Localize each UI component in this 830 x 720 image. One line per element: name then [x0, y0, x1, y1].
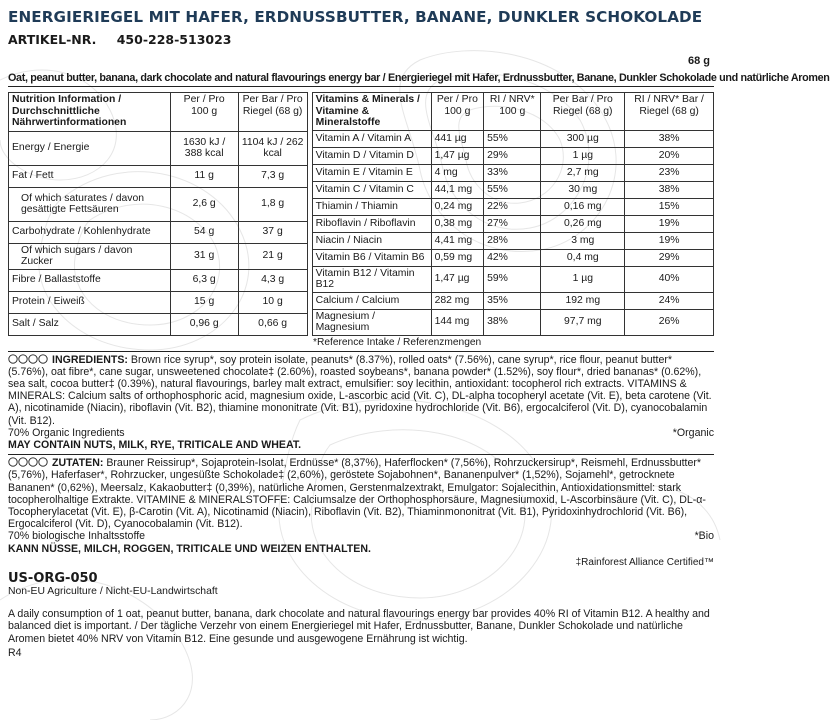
vitamin-perbar: 1 µg: [541, 147, 625, 164]
nutrition-header-row: [9, 93, 308, 132]
label-page: [8, 8, 830, 659]
nutrition-header-name: Nutrition Information / Durchschnittliche Nährwertinformationen: [9, 93, 171, 132]
nutrient-name: Of which sugars / davon Zucker: [9, 243, 171, 269]
nutrient-perbar: 10 g: [238, 291, 307, 313]
vitamin-perbar: 0,4 mg: [541, 249, 625, 266]
vitamin-name: Thiamin / Thiamin: [312, 198, 431, 215]
nutrition-table: [8, 92, 308, 336]
vitamin-ri100: 42%: [484, 249, 541, 266]
nutrient-per100: 15 g: [170, 291, 238, 313]
vitamin-ribar: 15%: [625, 198, 714, 215]
vitamin-per100: 4,41 mg: [431, 232, 484, 249]
vitamin-per100: 0,24 mg: [431, 198, 484, 215]
organic-en-note: *Organic: [672, 426, 714, 439]
nutrient-name: Carbohydrate / Kohlenhydrate: [9, 221, 171, 243]
ingredients-de-label: ZUTATEN:: [52, 457, 104, 470]
organic-en-percent: 70% Organic Ingredients: [8, 426, 125, 439]
vitamin-name: Vitamin D / Vitamin D: [312, 147, 431, 164]
nutrition-row: [9, 187, 308, 221]
vitamin-row: [312, 309, 713, 335]
vitamin-perbar: 300 µg: [541, 130, 625, 147]
nutrient-name: Protein / Eiweiß: [9, 291, 171, 313]
nutrient-per100: 0,96 g: [170, 313, 238, 335]
vitamin-perbar: 97,7 mg: [541, 309, 625, 335]
nutrient-name: Fat / Fett: [9, 165, 171, 187]
organic-de-row: [8, 530, 714, 542]
tables-row: [8, 92, 714, 336]
vitamin-ri100: 55%: [484, 181, 541, 198]
vitamin-ribar: 38%: [625, 130, 714, 147]
nutrient-name: Salt / Salz: [9, 313, 171, 335]
vitamin-name: Magnesium / Magnesium: [312, 309, 431, 335]
vitamin-per100: 282 mg: [431, 292, 484, 309]
nutrition-row: [9, 291, 308, 313]
nutrition-row: [9, 313, 308, 335]
vitamin-perbar: 192 mg: [541, 292, 625, 309]
vitamins-header-row: [312, 93, 713, 131]
organic-de-note: *Bio: [694, 530, 714, 543]
vitamin-ri100: 59%: [484, 266, 541, 292]
vitamins-header-ri100: RI / NRV* 100 g: [484, 93, 541, 131]
nutrient-per100: 6,3 g: [170, 269, 238, 291]
nutrition-header-perbar: Per Bar / Pro Riegel (68 g): [238, 93, 307, 132]
article-number: 450-228-513023: [116, 32, 232, 47]
vitamins-header-name: Vitamins & Minerals / Vitamine & Mineralstoffe: [312, 93, 431, 131]
article-label: ARTIKEL-NR.: [8, 32, 97, 47]
vitamin-row: [312, 181, 713, 198]
agriculture-origin: Non-EU Agriculture / Nicht-EU-Landwirtschaft: [8, 585, 218, 597]
vitamin-ribar: 29%: [625, 249, 714, 266]
nutrition-row: [9, 165, 308, 187]
vitamin-ribar: 20%: [625, 147, 714, 164]
vitamin-row: [312, 232, 713, 249]
vitamin-per100: 441 µg: [431, 130, 484, 147]
vitamin-ri100: 27%: [484, 215, 541, 232]
vitamin-ribar: 40%: [625, 266, 714, 292]
vitamin-perbar: 0,16 mg: [541, 198, 625, 215]
nutrient-per100: 1630 kJ / 388 kcal: [170, 131, 238, 165]
vitamin-ribar: 24%: [625, 292, 714, 309]
ingredients-de-block: [8, 454, 714, 555]
vitamin-row: [312, 292, 713, 309]
net-weight: 68 g: [687, 55, 710, 67]
ingredients-en-text: Brown rice syrup*, soy protein isolate, peanuts* (8.37%), rolled oats* (7.56%), cane syrup*, rice flour, peanut butter* (5.76%), oat fibre*, cane sugar, unsweetened chocolate‡ (2.60%), roasted soybeans*, banana powder* (1.52%), soy flour*, dried bananas* (0.62%), sea salt, cocoa butter‡ (0.39%), natural flavourings, barley malt extract, emulsifier: soy lecithin, antioxidant: tocopherol rich extracts. VITAMINS & MINERALS: Calcium salts of orthophosphoric acid, magnesium oxide, L-ascorbic acid (Vit. C), DL-alpha tocopheryl acetate (Vit. E), beta carotene (Vit. A), nicotinamide (Niacin), riboflavin (Vit. B2), thiamine mononitrate (Vit. B1), pyridoxine hydrochloride (Vit. B6), ergocalciferol (Vit. D), cyanocobalamin (Vit. B12).: [8, 353, 712, 427]
organic-en-row: [8, 427, 714, 439]
vitamin-ri100: 35%: [484, 292, 541, 309]
nutrient-perbar: 1,8 g: [238, 187, 307, 221]
nutrient-name: Fibre / Ballaststoffe: [9, 269, 171, 291]
vitamin-row: [312, 198, 713, 215]
vitamin-perbar: 1 µg: [541, 266, 625, 292]
vitamin-per100: 0,59 mg: [431, 249, 484, 266]
nutrition-row: [9, 243, 308, 269]
nutrition-row: [9, 131, 308, 165]
vitamin-per100: 144 mg: [431, 309, 484, 335]
vitamin-per100: 1,47 µg: [431, 147, 484, 164]
vitamin-ribar: 23%: [625, 164, 714, 181]
ingredients-de-text: Brauner Reissirup*, Sojaprotein-Isolat, Erdnüsse* (8,37%), Haferflocken* (7,56%), Rohrzuckersirup*, Reismehl, Erdnussbutter* (5,76%), Haferfaser*, Rohrzucker, ungesüßte Schokolade‡ (2,60%), geröstete Sojabohnen*, Bananenpulver* (1,52%), Sojamehl*, getrocknete Bananen* (0,62%), Meersalz, Kakaobutter‡ (0,39%), natürliche Aromen, Gerstenmalzextrakt, Emulgator: Sojalecithin, Antioxidationsmittel: stark tocopherolhaltige Extrakte. VITAMINE & MINERALSTOFFE: Calciumsalze der Orthophosphorsäure, Magnesiumoxid, L-Ascorbinsäure (Vit. C), DL-α-Tocopherylacetat (Vit. E), β-Carotin (Vit. A), Nicotinamid (Niacin), Riboflavin (Vit. B2), Thiaminmononitrat (Vit. B1), Pyridoxinhydrochlorid (Vit. B6), Ergocalciferol (Vit. D), Cyanocobalamin (Vit. B12).: [8, 457, 706, 531]
nutrient-perbar: 1104 kJ / 262 kcal: [238, 131, 307, 165]
vitamin-ri100: 55%: [484, 130, 541, 147]
vitamin-row: [312, 215, 713, 232]
language-codes-de-icon: [8, 457, 52, 467]
vitamin-perbar: 3 mg: [541, 232, 625, 249]
vitamin-row: [312, 130, 713, 147]
vitamin-ribar: 26%: [625, 309, 714, 335]
vitamin-ri100: 28%: [484, 232, 541, 249]
ingredients-en-block: [8, 351, 714, 452]
language-codes-en-icon: [8, 354, 52, 364]
vitamins-header-ribar: RI / NRV* Bar / Riegel (68 g): [625, 93, 714, 131]
nutrient-per100: 31 g: [170, 243, 238, 269]
vitamin-per100: 1,47 µg: [431, 266, 484, 292]
nutrient-perbar: 0,66 g: [238, 313, 307, 335]
vitamin-name: Vitamin C / Vitamin C: [312, 181, 431, 198]
daily-consumption-statement: A daily consumption of 1 oat, peanut butter, banana, dark chocolate and natural flavourings energy bar provides 40% RI of Vitamin B12. A healthy and balanced diet is important. / Der tägliche Verzehr von einem Energieriegel mit Hafer, Erdnussbutter, Banane, Dunkler Schokolade und natürliche Aromen bietet 40% NRV von Vitamin B12. Eine gesunde und ausgewogene Ernährung ist wichtig.: [8, 608, 710, 645]
vitamin-ri100: 33%: [484, 164, 541, 181]
article-number-row: [8, 32, 714, 47]
vitamin-name: Niacin / Niacin: [312, 232, 431, 249]
vitamin-ribar: 19%: [625, 232, 714, 249]
nutrient-perbar: 7,3 g: [238, 165, 307, 187]
product-description: Oat, peanut butter, banana, dark chocolate and natural flavourings energy bar / Energieriegel mit Hafer, Erdnussbutter, Banane, Dunkler Schokolade und natürliche Aromen: [8, 68, 714, 87]
vitamin-ri100: 29%: [484, 147, 541, 164]
organic-de-percent: 70% biologische Inhaltsstoffe: [8, 530, 146, 543]
vitamin-perbar: 0,26 mg: [541, 215, 625, 232]
reference-intake-note: *Reference Intake / Referenzmengen: [313, 336, 482, 348]
nutrient-name: Energy / Energie: [9, 131, 171, 165]
vitamin-row: [312, 266, 713, 292]
revision-code: R4: [8, 646, 22, 659]
nutrient-per100: 2,6 g: [170, 187, 238, 221]
vitamin-name: Vitamin E / Vitamin E: [312, 164, 431, 181]
product-title: ENERGIERIEGEL MIT HAFER, ERDNUSSBUTTER, BANANE, DUNKLER SCHOKOLADE: [8, 8, 703, 26]
vitamin-ri100: 22%: [484, 198, 541, 215]
nutrient-perbar: 37 g: [238, 221, 307, 243]
rainforest-note: ‡Rainforest Alliance Certified™: [575, 556, 714, 568]
nutrition-header-per100: Per / Pro 100 g: [170, 93, 238, 132]
allergen-en: MAY CONTAIN NUTS, MILK, RYE, TRITICALE AND WHEAT.: [8, 438, 302, 451]
nutrient-perbar: 4,3 g: [238, 269, 307, 291]
nutrition-row: [9, 221, 308, 243]
vitamin-row: [312, 147, 713, 164]
vitamin-name: Riboflavin / Riboflavin: [312, 215, 431, 232]
vitamin-per100: 44,1 mg: [431, 181, 484, 198]
vitamin-ribar: 38%: [625, 181, 714, 198]
vitamins-header-perbar: Per Bar / Pro Riegel (68 g): [541, 93, 625, 131]
nutrient-perbar: 21 g: [238, 243, 307, 269]
organic-cert-code: US-ORG-050: [8, 570, 98, 586]
ingredients-en-label: INGREDIENTS:: [52, 353, 128, 366]
nutrition-row: [9, 269, 308, 291]
vitamin-name: Vitamin A / Vitamin A: [312, 130, 431, 147]
allergen-de: KANN NÜSSE, MILCH, ROGGEN, TRITICALE UND WEIZEN ENTHALTEN.: [8, 542, 371, 555]
vitamin-name: Vitamin B6 / Vitamin B6: [312, 249, 431, 266]
vitamin-per100: 0,38 mg: [431, 215, 484, 232]
nutrient-per100: 11 g: [170, 165, 238, 187]
vitamin-ri100: 38%: [484, 309, 541, 335]
vitamin-name: Vitamin B12 / Vitamin B12: [312, 266, 431, 292]
nutrient-name: Of which saturates / davon gesättigte Fettsäuren: [9, 187, 171, 221]
vitamin-row: [312, 164, 713, 181]
nutrient-per100: 54 g: [170, 221, 238, 243]
vitamin-perbar: 2,7 mg: [541, 164, 625, 181]
vitamins-table: [312, 92, 714, 336]
vitamin-row: [312, 249, 713, 266]
vitamin-name: Calcium / Calcium: [312, 292, 431, 309]
vitamin-perbar: 30 mg: [541, 181, 625, 198]
vitamins-header-per100: Per / Pro 100 g: [431, 93, 484, 131]
vitamin-per100: 4 mg: [431, 164, 484, 181]
vitamin-ribar: 19%: [625, 215, 714, 232]
